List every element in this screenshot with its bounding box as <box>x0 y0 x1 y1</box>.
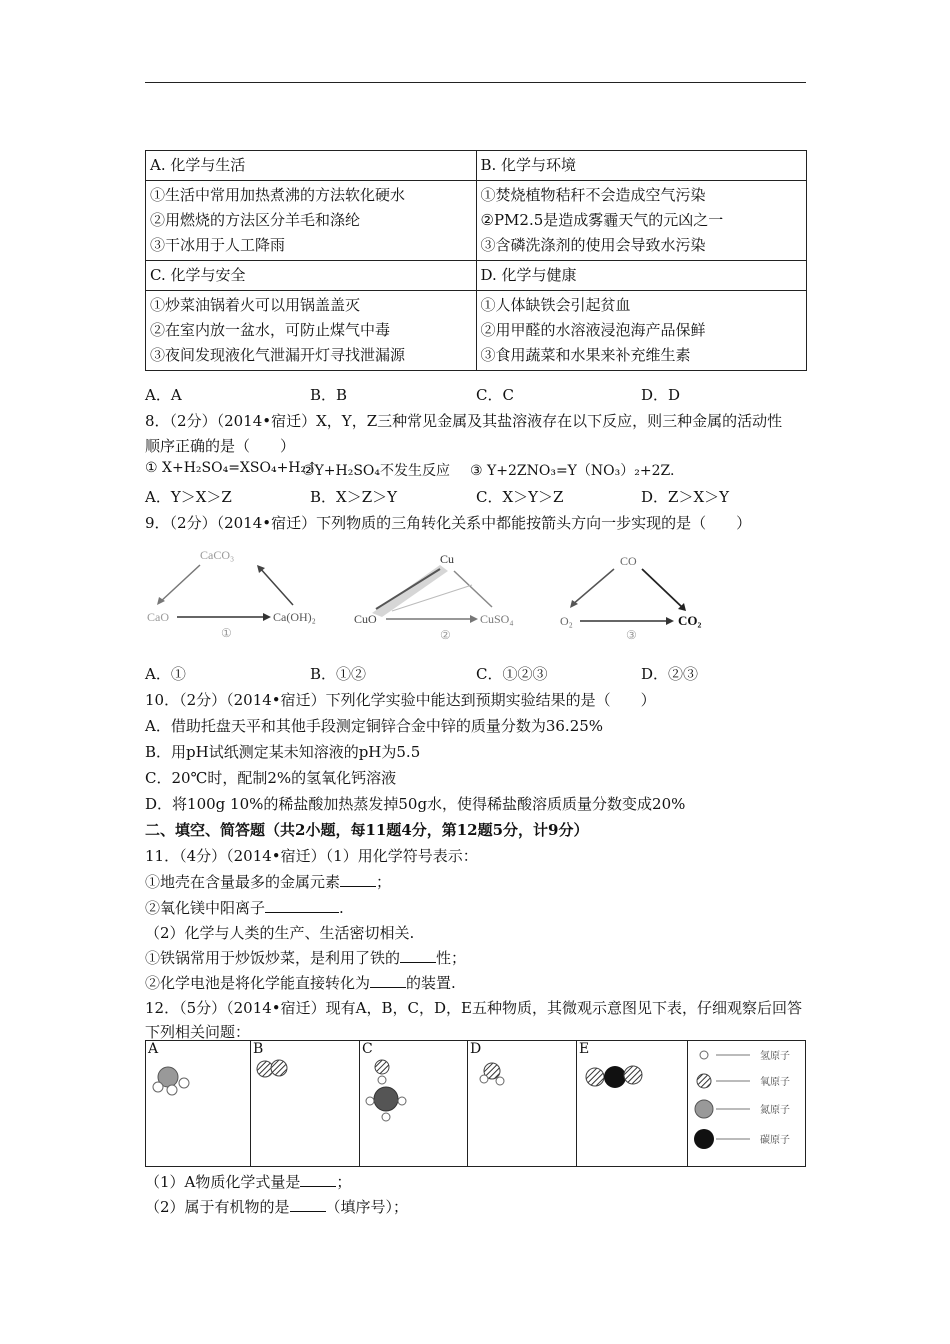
answer-blank <box>400 948 436 963</box>
q11-line-4 <box>145 947 466 968</box>
q9-option-b: B．①② <box>310 665 367 683</box>
header-rule <box>145 82 806 83</box>
d1-right-label: Ca(OH)₂ <box>273 610 316 624</box>
q12-table <box>145 1040 806 1167</box>
q12-col-label: E <box>579 1041 590 1057</box>
q12-cell-e <box>577 1041 688 1167</box>
hydrogen-atom <box>398 1097 406 1105</box>
q7-a-title: A. 化学与生活 <box>146 151 477 181</box>
legend-label: 氢原子 <box>760 1051 790 1062</box>
q11-l5-end: 的装置. <box>406 974 456 992</box>
q12-col-label: A <box>148 1041 159 1057</box>
q9-option-a: A．① <box>145 665 186 683</box>
oxygen-atom <box>271 1060 287 1076</box>
legend-label: 氧原子 <box>760 1077 790 1088</box>
d1-arrow-left <box>159 565 200 603</box>
answer-blank <box>300 1172 336 1187</box>
hydrogen-atom <box>378 1076 386 1084</box>
q8-reaction-2: ②Y+H₂SO₄不发生反应 <box>302 463 451 479</box>
q9-stem: 9．（2分）（2014•宿迁）下列物质的三角转化关系中都能按箭头方向一步实现的是（ ） <box>145 514 752 532</box>
carbon-atom <box>604 1066 626 1088</box>
q7-option-d: D．D <box>641 386 681 404</box>
hydrogen-atom <box>167 1085 177 1095</box>
hydrogen-atom <box>366 1097 374 1105</box>
molecule-e <box>579 1057 649 1097</box>
answer-blank <box>370 973 406 988</box>
q12-q2-text: （2）属于有机物的是 <box>145 1198 290 1216</box>
q12-legend <box>688 1041 806 1167</box>
q7-b-item: ③含磷洗涤剂的使用会导致水污染 <box>480 236 706 254</box>
q7-d-item: ②用甲醛的水溶液浸泡海产品保鲜 <box>480 321 706 339</box>
hydrogen-atom <box>496 1077 504 1085</box>
legend-label: 氮原子 <box>760 1105 790 1116</box>
q7-b-items <box>476 181 807 261</box>
d2-right-label: CuSO₄ <box>480 612 514 626</box>
d3-arrow-left <box>572 569 614 605</box>
q12-cell-d <box>468 1041 577 1167</box>
q10-option-c: C．20℃时，配制2%的氢氧化钙溶液 <box>145 769 397 787</box>
q11-line-2 <box>145 897 344 918</box>
molecule-d <box>470 1057 530 1097</box>
q8-reaction-3: ③ Y+2ZNO₃=Y（NO₃）₂+2Z. <box>470 463 675 479</box>
q12-q1-end: ； <box>336 1173 352 1191</box>
q8-option-b: B．X＞Z＞Y <box>310 488 398 506</box>
d3-top-label: CO <box>620 554 637 568</box>
d2-smudge <box>372 565 448 617</box>
d2-arrow-left <box>376 569 440 609</box>
d2-number: ② <box>440 628 451 642</box>
carbon-legend-icon <box>694 1129 714 1149</box>
oxygen-atom <box>375 1060 389 1074</box>
q12-cell-c <box>360 1041 468 1167</box>
hydrogen-atom <box>179 1078 189 1088</box>
q9-option-d: D．②③ <box>641 665 699 683</box>
q7-c-title: C. 化学与安全 <box>146 261 477 291</box>
q7-option-c: C．C <box>476 386 514 404</box>
q7-b-item: ①焚烧植物秸秆不会造成空气污染 <box>480 186 706 204</box>
atom-legend <box>690 1041 802 1159</box>
q7-c-item: ③夜间发现液化气泄漏开灯寻找泄漏源 <box>150 346 406 364</box>
q8-stem-line1: 8．（2分）（2014•宿迁）X，Y，Z三种常见金属及其盐溶液存在以下反应，则三种金属的活动性 <box>145 412 783 430</box>
q7-b-item: ②PM2.5是造成雾霾天气的元凶之一 <box>480 211 724 229</box>
q11-l2-text: ②氧化镁中阳离子 <box>145 899 266 917</box>
q7-table <box>145 150 807 371</box>
d2-arrowhead <box>470 615 478 623</box>
carbon-atom <box>374 1087 398 1111</box>
q12-q2-end: （填序号）； <box>325 1198 409 1216</box>
q7-option-b: B．B <box>310 386 348 404</box>
q11-l1-text: ①地壳在含量最多的金属元素 <box>145 873 341 891</box>
q7-d-item: ①人体缺铁会引起贫血 <box>480 296 631 314</box>
d3-left-label: O₂ <box>560 614 573 628</box>
d3-arrowhead <box>666 617 674 625</box>
q11-l5-text: ②化学电池是将化学能直接转化为 <box>145 974 371 992</box>
q12-cell-a <box>146 1041 251 1167</box>
q12-col-label: B <box>253 1041 264 1057</box>
d3-number: ③ <box>626 628 637 642</box>
q7-a-items <box>146 181 477 261</box>
q8-stem-line2: 顺序正确的是（ ） <box>145 437 296 455</box>
q11-stem: 11．（4分）（2014•宿迁）（1）用化学符号表示： <box>145 847 478 865</box>
q11-line-5 <box>145 972 456 993</box>
oxygen-atom <box>624 1066 642 1084</box>
q11-line-1 <box>145 871 391 892</box>
q7-option-a: A．A <box>145 386 182 404</box>
d1-arrowhead <box>263 613 271 621</box>
hydrogen-atom <box>382 1113 390 1121</box>
q10-option-a: A．借助托盘天平和其他手段测定铜锌合金中锌的质量分数为36.25% <box>145 717 604 735</box>
q7-a-item: ①生活中常用加热煮沸的方法软化硬水 <box>150 186 406 204</box>
q9-diagram-2 <box>352 545 542 645</box>
q12-stem-line2: 下列相关问题： <box>145 1023 251 1041</box>
q10-stem: 10．（2分）（2014•宿迁）下列化学实验中能达到预期实验结果的是（ ） <box>145 691 656 709</box>
molecule-a <box>148 1057 208 1107</box>
hydrogen-legend-icon <box>700 1051 708 1059</box>
q11-l1-end: ； <box>376 873 392 891</box>
d2-top-label: Cu <box>440 552 455 566</box>
legend-label: 碳原子 <box>760 1135 790 1146</box>
q8-option-a: A．Y＞X＞Z <box>145 488 232 506</box>
q11-l4-end: 性； <box>436 949 467 967</box>
d1-arrow-right <box>259 567 293 605</box>
d1-left-label: CaO <box>147 610 169 624</box>
nitrogen-legend-icon <box>695 1100 713 1118</box>
answer-blank <box>265 898 339 913</box>
d3-arrow-right <box>642 569 684 609</box>
q7-c-item: ②在室内放一盆水，可防止煤气中毒 <box>150 321 391 339</box>
molecule-b <box>253 1057 313 1087</box>
q7-d-item: ③食用蔬菜和水果来补充维生素 <box>480 346 691 364</box>
q7-d-title: D. 化学与健康 <box>476 261 807 291</box>
section-2-heading: 二、填空、简答题（共2小题，每11题4分，第12题5分，计9分） <box>145 821 589 839</box>
q11-l2-end: . <box>339 899 344 917</box>
q11-line-3: （2）化学与人类的生产、生活密切相关. <box>145 924 415 942</box>
q12-question-2 <box>145 1196 408 1217</box>
q12-stem-line1: 12．（5分）（2014•宿迁）现有A，B，C，D，E五种物质，其微观示意图见下表，仔细观察后回答 <box>145 999 802 1017</box>
q7-d-items <box>476 291 807 371</box>
q12-col-label: C <box>362 1041 373 1057</box>
q9-diagram-1 <box>145 545 345 645</box>
answer-blank <box>290 1197 326 1212</box>
q12-cell-b <box>251 1041 360 1167</box>
q12-q1-text: （1）A物质化学式量是 <box>145 1173 301 1191</box>
hydrogen-atom <box>480 1075 488 1083</box>
q8-reaction-1: ① X+H₂SO₄=XSO₄+H₂↑ <box>145 460 318 476</box>
q7-c-item: ①炒菜油锅着火可以用锅盖盖灭 <box>150 296 361 314</box>
d1-top-label: CaCO₃ <box>200 548 235 562</box>
q12-question-1 <box>145 1171 351 1192</box>
q11-l4-text: ①铁锅常用于炒饭炒菜，是利用了铁的 <box>145 949 401 967</box>
q9-option-c: C．①②③ <box>476 665 548 683</box>
q12-col-label: D <box>470 1041 482 1057</box>
q7-a-item: ③干冰用于人工降雨 <box>150 236 286 254</box>
answer-blank <box>340 872 376 887</box>
molecule-c <box>362 1057 422 1137</box>
q9-diagram-3 <box>558 545 718 645</box>
q10-option-d: D．将100g 10%的稀盐酸加热蒸发掉50g水，使得稀盐酸溶质质量分数变成20% <box>145 795 686 813</box>
oxygen-legend-icon <box>697 1074 711 1088</box>
oxygen-atom <box>586 1068 604 1086</box>
d1-number: ① <box>221 626 232 640</box>
d2-left-label: CuO <box>354 612 377 626</box>
q10-option-b: B．用pH试纸测定某未知溶液的pH为5.5 <box>145 743 421 761</box>
q7-a-item: ②用燃烧的方法区分羊毛和涤纶 <box>150 211 361 229</box>
q7-b-title: B. 化学与环境 <box>476 151 807 181</box>
q7-c-items <box>146 291 477 371</box>
q8-option-c: C．X＞Y＞Z <box>476 488 564 506</box>
hydrogen-atom <box>153 1082 163 1092</box>
q8-option-d: D．Z＞X＞Y <box>641 488 730 506</box>
d3-right-label: CO₂ <box>678 613 702 628</box>
